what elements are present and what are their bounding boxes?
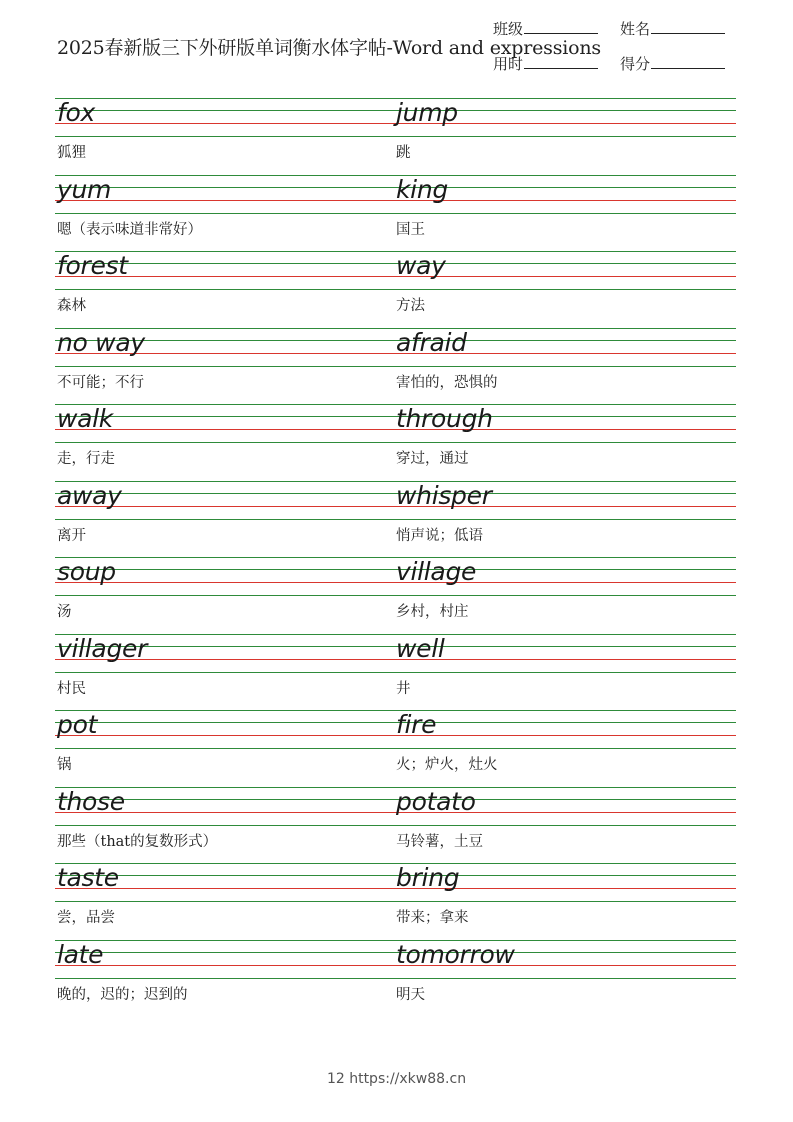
word-row — [55, 710, 736, 787]
word-row — [55, 175, 736, 252]
chinese-meaning: 汤 — [57, 604, 72, 620]
guide-line-green — [55, 978, 736, 979]
chinese-meaning: 离开 — [57, 527, 86, 544]
english-word: well — [396, 633, 445, 663]
chinese-meaning: 森林 — [57, 298, 86, 314]
english-word: yum — [57, 174, 112, 204]
guide-line-green — [55, 672, 736, 673]
word-row — [55, 251, 736, 328]
english-word: soup — [57, 557, 116, 586]
guide-line-green — [55, 595, 736, 596]
chinese-meaning: 马铃薯，土豆 — [396, 833, 483, 850]
word-row — [55, 557, 736, 634]
class-field — [493, 18, 598, 39]
english-word: forest — [57, 251, 128, 280]
guide-line-green — [55, 748, 736, 749]
chinese-meaning: 乡村，村庄 — [396, 604, 469, 620]
english-word: fox — [57, 98, 95, 127]
word-row — [55, 404, 736, 481]
english-word: through — [396, 404, 493, 433]
word-row — [55, 481, 736, 558]
name-field — [620, 18, 725, 39]
english-word: bring — [396, 863, 460, 892]
guide-line-green — [55, 136, 736, 137]
score-field — [620, 53, 725, 74]
chinese-meaning: 火；炉火，灶火 — [396, 757, 498, 773]
guide-line-green — [55, 213, 736, 214]
time-label: 用时 — [493, 55, 524, 73]
name-label: 姓名 — [620, 20, 651, 38]
page-title: 2025春新版三下外研版单词衡水体字帖-Word and expressions — [57, 37, 601, 59]
class-blank[interactable] — [524, 19, 598, 34]
guide-line-green — [55, 825, 736, 826]
chinese-meaning: 跳 — [396, 145, 411, 161]
english-word: taste — [57, 863, 119, 892]
word-row — [55, 634, 736, 711]
chinese-meaning: 走，行走 — [57, 451, 115, 467]
time-blank[interactable] — [524, 54, 598, 69]
word-row — [55, 863, 736, 940]
time-field — [493, 53, 598, 74]
word-row — [55, 328, 736, 405]
guide-line-green — [55, 366, 736, 367]
english-word: tomorrow — [396, 939, 515, 969]
english-word: king — [396, 174, 448, 204]
chinese-meaning: 明天 — [396, 986, 425, 1003]
english-word: village — [396, 557, 477, 586]
chinese-meaning: 井 — [396, 680, 411, 697]
chinese-meaning: 尝，品尝 — [57, 910, 115, 926]
guide-line-green — [55, 519, 736, 520]
chinese-meaning: 穿过，通过 — [396, 451, 469, 467]
english-word: away — [57, 480, 122, 510]
chinese-meaning: 害怕的，恐惧的 — [396, 374, 498, 391]
english-word: no way — [57, 327, 145, 357]
english-word: late — [57, 939, 104, 969]
chinese-meaning: 嗯（表示味道非常好） — [57, 221, 202, 238]
english-word: fire — [396, 710, 437, 739]
word-row — [55, 98, 736, 175]
english-word: walk — [57, 404, 113, 433]
english-word: villager — [57, 633, 148, 663]
word-list — [55, 98, 736, 1016]
chinese-meaning: 那些（that的复数形式） — [57, 833, 218, 850]
chinese-meaning: 方法 — [396, 298, 425, 314]
chinese-meaning: 锅 — [57, 757, 72, 773]
chinese-meaning: 晚的，迟的；迟到的 — [57, 986, 188, 1003]
english-word: pot — [57, 710, 98, 739]
score-label: 得分 — [620, 55, 651, 73]
guide-line-green — [55, 442, 736, 443]
english-word: way — [396, 251, 446, 280]
english-word: potato — [396, 786, 476, 816]
class-label: 班级 — [493, 20, 524, 38]
chinese-meaning: 带来；拿来 — [396, 910, 469, 926]
chinese-meaning: 悄声说；低语 — [396, 527, 483, 544]
guide-line-green — [55, 901, 736, 902]
english-word: afraid — [396, 327, 467, 357]
name-blank[interactable] — [651, 19, 725, 34]
chinese-meaning: 国王 — [396, 221, 425, 238]
chinese-meaning: 不可能；不行 — [57, 374, 144, 391]
word-row — [55, 940, 736, 1017]
chinese-meaning: 村民 — [57, 680, 86, 697]
score-blank[interactable] — [651, 54, 725, 69]
guide-line-green — [55, 289, 736, 290]
chinese-meaning: 狐狸 — [57, 145, 86, 161]
english-word: whisper — [396, 480, 492, 510]
english-word: jump — [396, 98, 458, 127]
page-footer: 12 https://xkw88.cn — [326, 1071, 467, 1087]
word-row — [55, 787, 736, 864]
english-word: those — [57, 786, 125, 816]
